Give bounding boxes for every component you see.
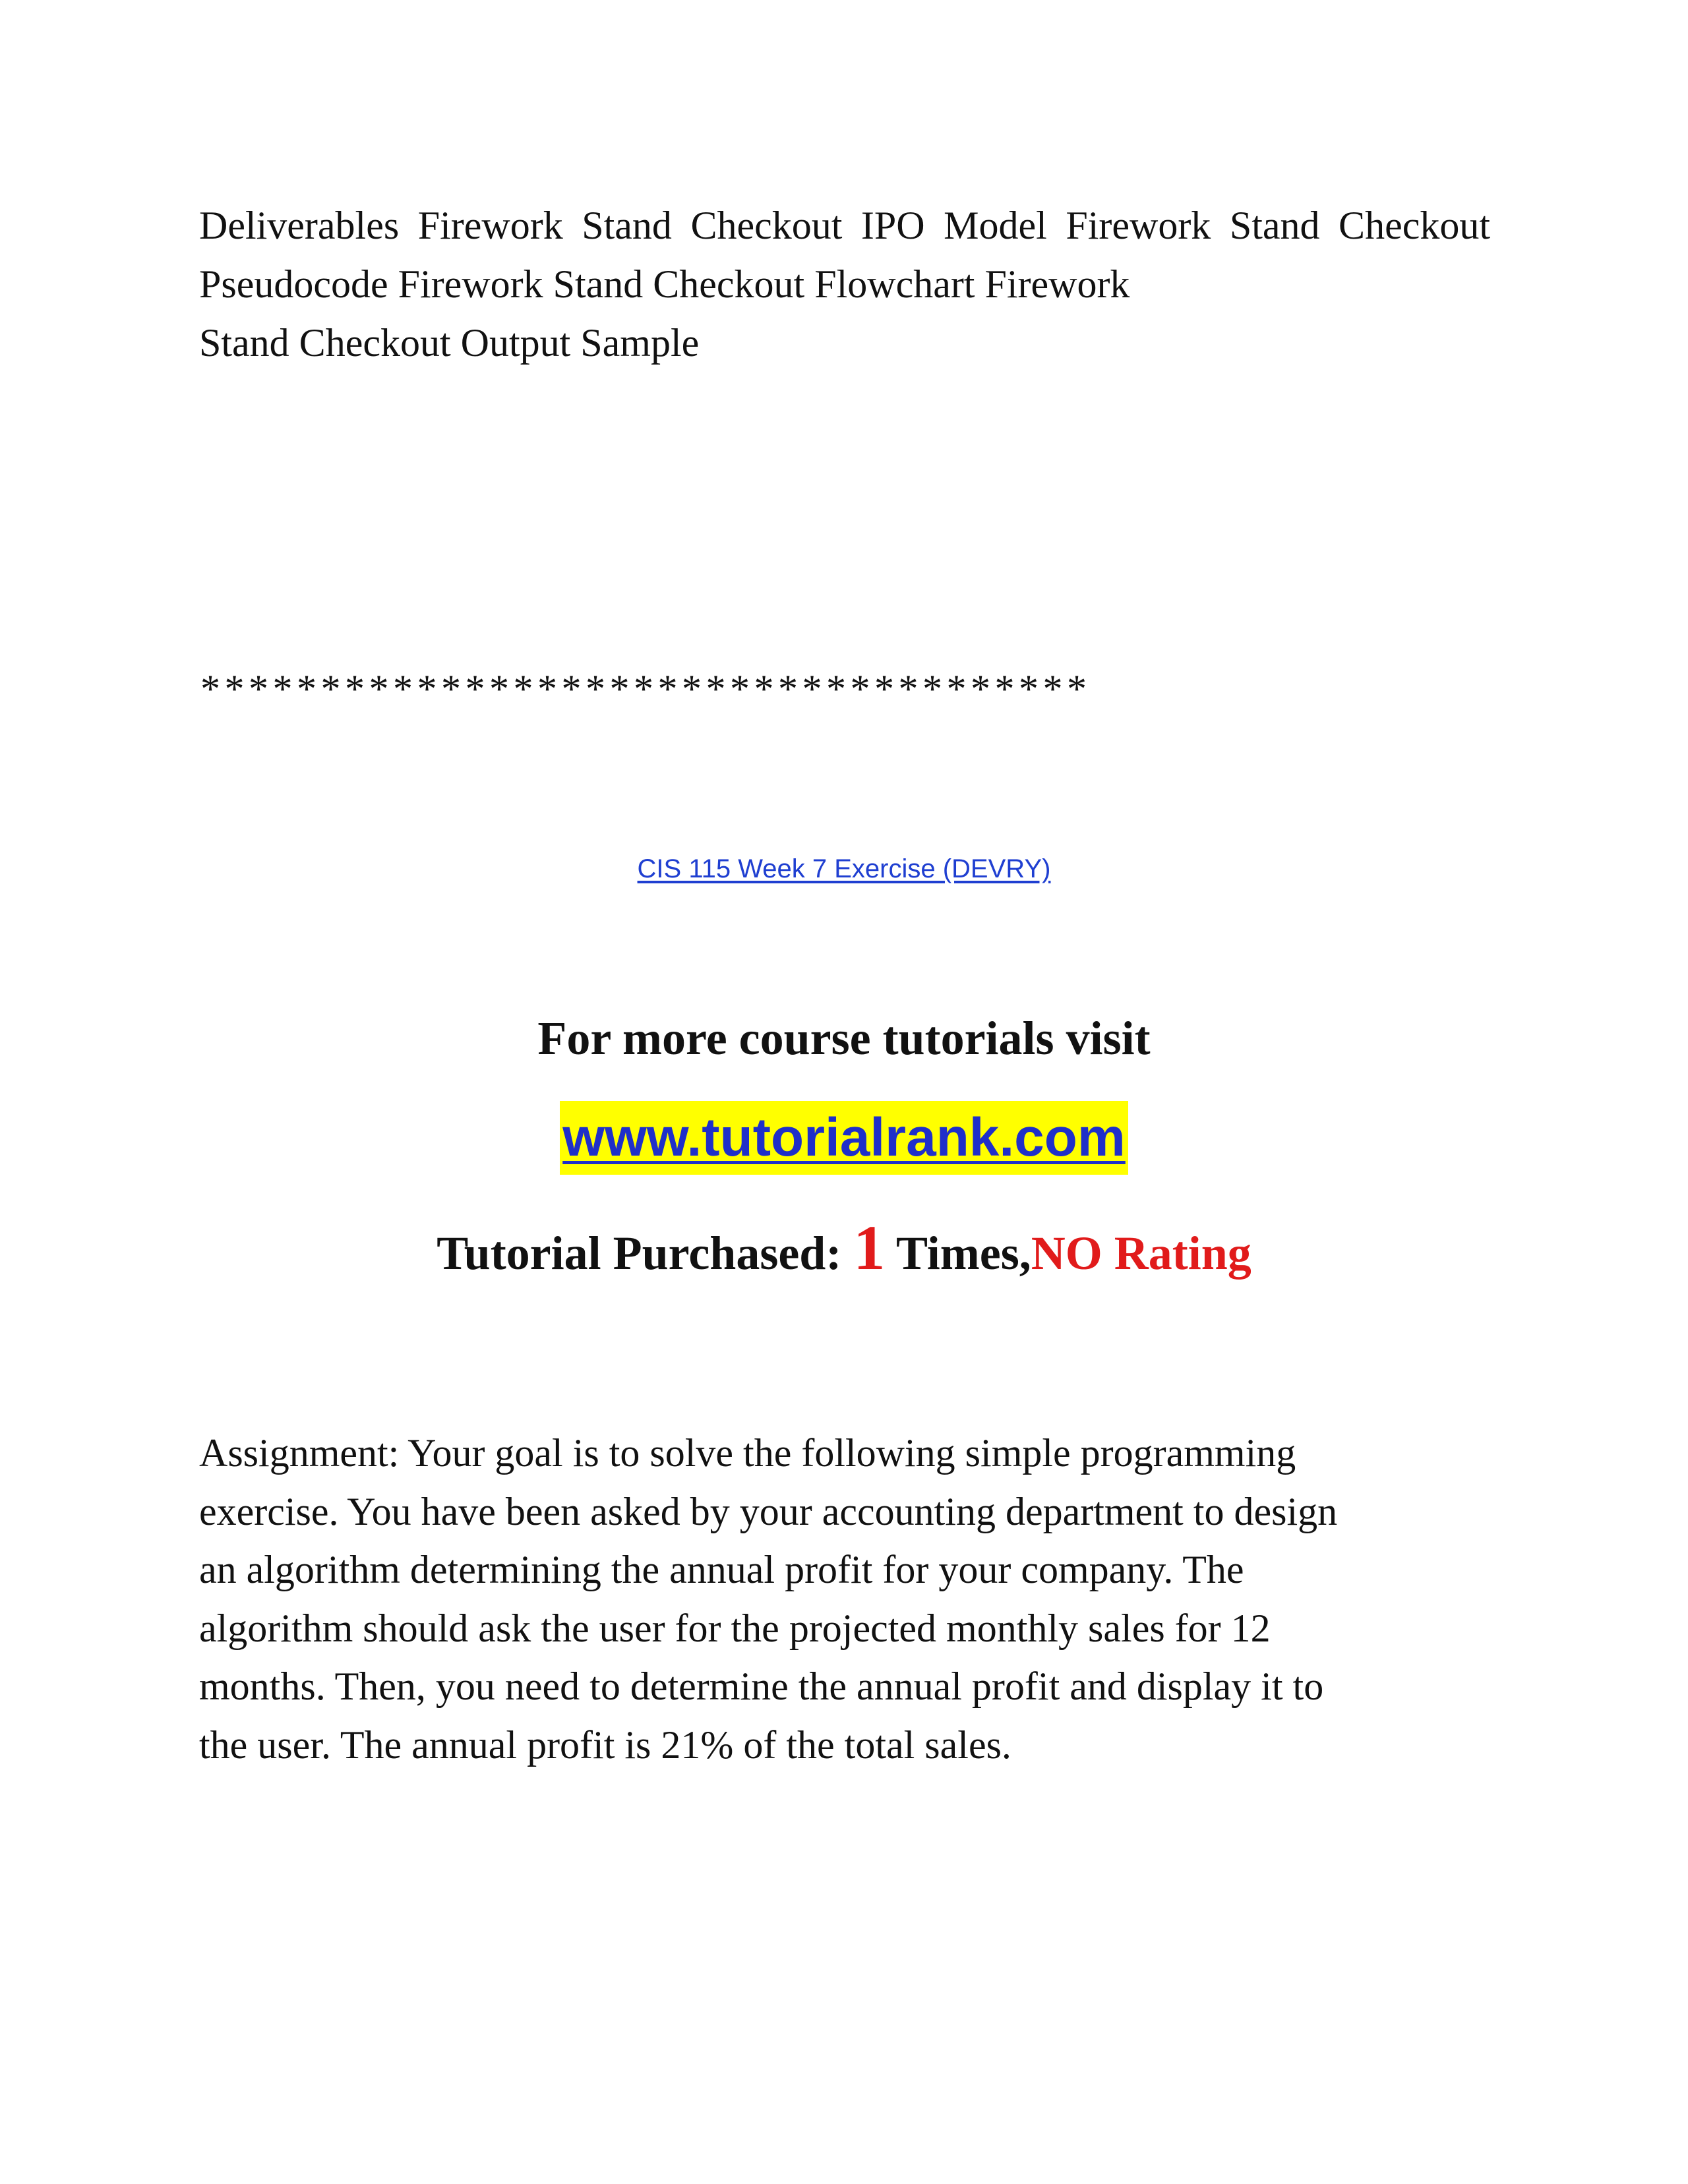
assignment-line: an algorithm determining the annual profit for your company. The [199, 1548, 1244, 1591]
more-tutorials-heading: For more course tutorials visit [537, 1012, 1151, 1065]
assignment-line: exercise. You have been asked by your accounting department to design [199, 1489, 1338, 1533]
rating-status: NO Rating [1031, 1227, 1251, 1280]
purchase-count: 1 [853, 1212, 886, 1283]
site-link-row [0, 1101, 1688, 1175]
purchased-label: Tutorial Purchased: [437, 1227, 842, 1280]
deliverables-paragraph-last-line: Stand Checkout Output Sample [199, 321, 700, 365]
assignment-line: the user. The annual profit is 21% of the total sales. [199, 1723, 1011, 1767]
tutorialrank-site-link[interactable]: www.tutorialrank.com [560, 1101, 1128, 1175]
assignment-paragraph [199, 1424, 1511, 1774]
assignment-line: algorithm should ask the user for the projected monthly sales for 12 [199, 1606, 1271, 1650]
course-link-row [0, 850, 1688, 887]
times-label: Times, [896, 1227, 1031, 1280]
purchase-info [0, 1212, 1688, 1289]
deliverables-paragraph: Deliverables Firework Stand Checkout IPO Model Firework Stand Checkout Pseudocode Firework Stand Checkout Flowchart Firework [199, 204, 1490, 306]
assignment-line: Assignment: Your goal is to solve the following simple programming [199, 1431, 1296, 1475]
asterisk-separator: ************************************* [200, 667, 1091, 711]
course-title-link[interactable]: CIS 115 Week 7 Exercise (DEVRY) [637, 854, 1051, 883]
assignment-line: months. Then, you need to determine the annual profit and display it to [199, 1665, 1324, 1708]
